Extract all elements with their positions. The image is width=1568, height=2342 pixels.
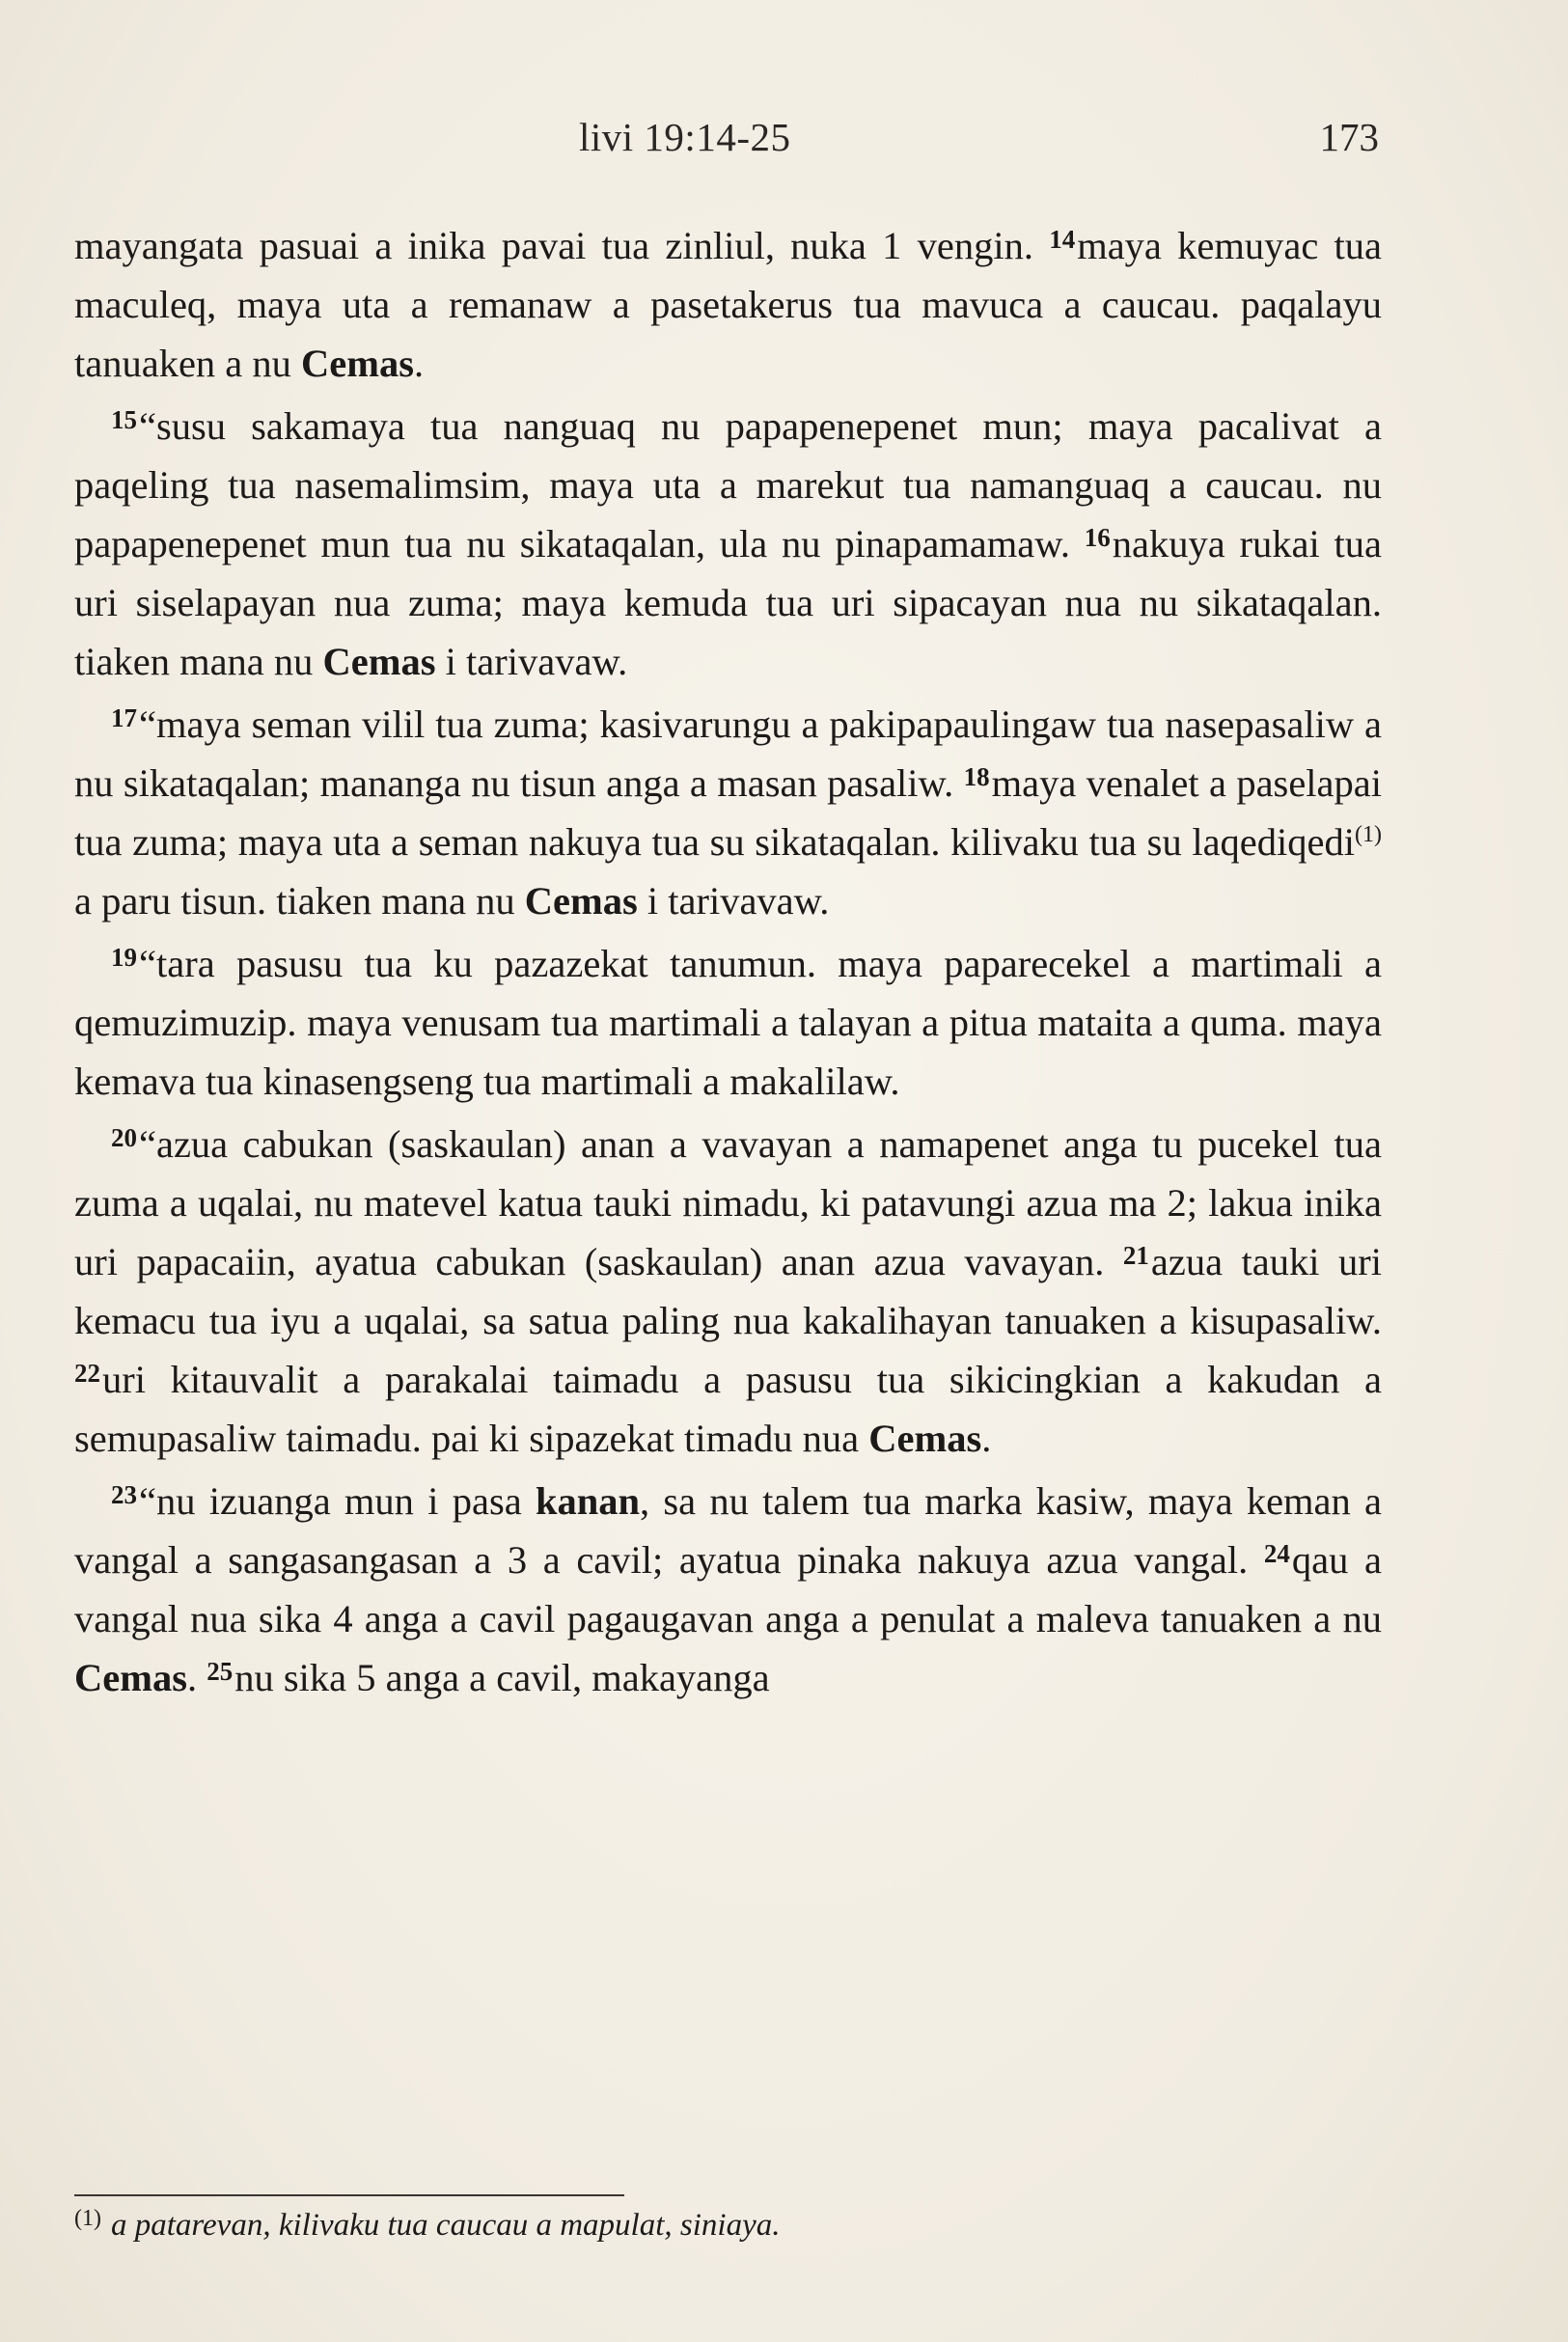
bold-term: Cemas	[322, 640, 436, 683]
verse-number: 14	[1049, 225, 1076, 254]
verse-number: 25	[206, 1657, 234, 1686]
paragraph	[74, 1115, 1382, 1468]
verse-number: 21	[1122, 1241, 1149, 1270]
footnote-divider	[74, 2194, 624, 2196]
footnote-text: a patarevan, kilivaku tua caucau a mapulat, siniaya.	[110, 2208, 781, 2243]
verse-number: 19	[111, 943, 137, 972]
verse-text: “susu sakamaya tua nanguaq nu papapenepenet mun; maya pacalivat a paqeling tua nasemalimsim, maya uta a marekut tua namanguaq a caucau. nu papapenepenet mun tua nu sikataqalan, ula nu pinapamamaw.	[74, 404, 1382, 565]
paragraph	[74, 397, 1382, 691]
verse-text: “nu izuanga mun i pasa	[139, 1479, 536, 1523]
paragraph	[74, 216, 1382, 393]
verse-text: a paru tisun. tiaken mana nu	[74, 879, 525, 923]
verse-number: 18	[963, 762, 990, 791]
paragraph	[74, 1472, 1382, 1707]
page-number: 173	[1319, 115, 1379, 159]
body-text	[74, 216, 1382, 1711]
footnote-reference: (1)	[1355, 822, 1382, 847]
bold-term: Cemas	[524, 879, 638, 923]
verse-text: i tarivavaw.	[637, 879, 830, 923]
verse-text: qau a vangal nua sika 4 anga a cavil pagaugavan anga a penulat a maleva tanuaken a nu	[74, 1538, 1383, 1640]
verse-text: .	[186, 1656, 207, 1699]
verse-text: , sa nu talem tua marka kasiw, maya keman a vangal a sangasangasan a 3 a cavil; ayatua pinaka nakuya azua vangal.	[74, 1479, 1383, 1582]
verse-text: “azua cabukan (saskaulan) anan a vavayan a namapenet anga tu pucekel tua zuma a uqalai, nu matevel katua tauki nimadu, ki patavungi azua ma 2; lakua inika uri papacaiin, ayatua cabukan (saskaulan) anan azua vavayan.	[74, 1122, 1382, 1283]
verse-text: mayangata pasuai a inika pavai tua zinliul, nuka 1 vengin.	[74, 224, 1050, 267]
verse-number: 17	[111, 703, 137, 732]
verse-text: azua tauki uri kemacu tua iyu a uqalai, sa satua paling nua kakalihayan tanuaken a kisupasaliw.	[74, 1240, 1382, 1342]
paragraph	[74, 934, 1382, 1111]
verse-text: uri kitauvalit a parakalai taimadu a pasusu tua sikicingkian a kakudan a semupasaliw taimadu. pai ki sipazekat timadu nua	[74, 1358, 1382, 1460]
verse-number: 16	[1084, 523, 1111, 552]
verse-text: nu sika 5 anga a cavil, makayanga	[234, 1656, 770, 1699]
verse-number: 15	[111, 405, 137, 434]
verse-text: “maya seman vilil tua zuma; kasivarungu a pakipapaulingaw tua nasepasaliw a nu sikataqalan; mananga nu tisun anga a masan pasaliw.	[74, 703, 1382, 805]
footnote-marker: (1)	[74, 2206, 101, 2231]
verse-text: nakuya rukai tua uri siselapayan nua zuma; maya kemuda tua uri sipacayan nua nu sikataqalan. tiaken mana nu	[74, 522, 1382, 683]
running-title: livi 19:14-25	[579, 115, 791, 159]
bold-term: Cemas	[868, 1417, 982, 1460]
verse-number: 24	[1263, 1539, 1290, 1568]
verse-number: 23	[111, 1480, 137, 1509]
verse-text: maya venalet a paselapai tua zuma; maya uta a seman nakuya tua su sikataqalan. kilivaku tua su laqediqedi	[74, 761, 1382, 864]
bold-term: Cemas	[74, 1656, 187, 1699]
verse-number: 22	[74, 1359, 100, 1388]
verse-number: 20	[111, 1123, 137, 1152]
verse-text: maya kemuyac tua maculeq, maya uta a remanaw a pasetakerus tua mavuca a caucau. paqalayu tanuaken a nu	[74, 224, 1382, 385]
verse-text: .	[414, 342, 425, 385]
bold-term: kanan	[535, 1479, 641, 1523]
verse-text: i tarivavaw.	[435, 640, 628, 683]
verse-text: .	[981, 1417, 992, 1460]
verse-text: “tara pasusu tua ku pazazekat tanumun. maya paparecekel a martimali a qemuzimuzip. maya venusam tua martimali a talayan a pitua mataita a quma. maya kemava tua kinasengseng tua martimali a makalilaw.	[74, 942, 1382, 1103]
bold-term: Cemas	[301, 342, 415, 385]
footnote	[74, 2204, 1329, 2246]
paragraph	[74, 695, 1382, 930]
page-header	[0, 114, 1568, 172]
